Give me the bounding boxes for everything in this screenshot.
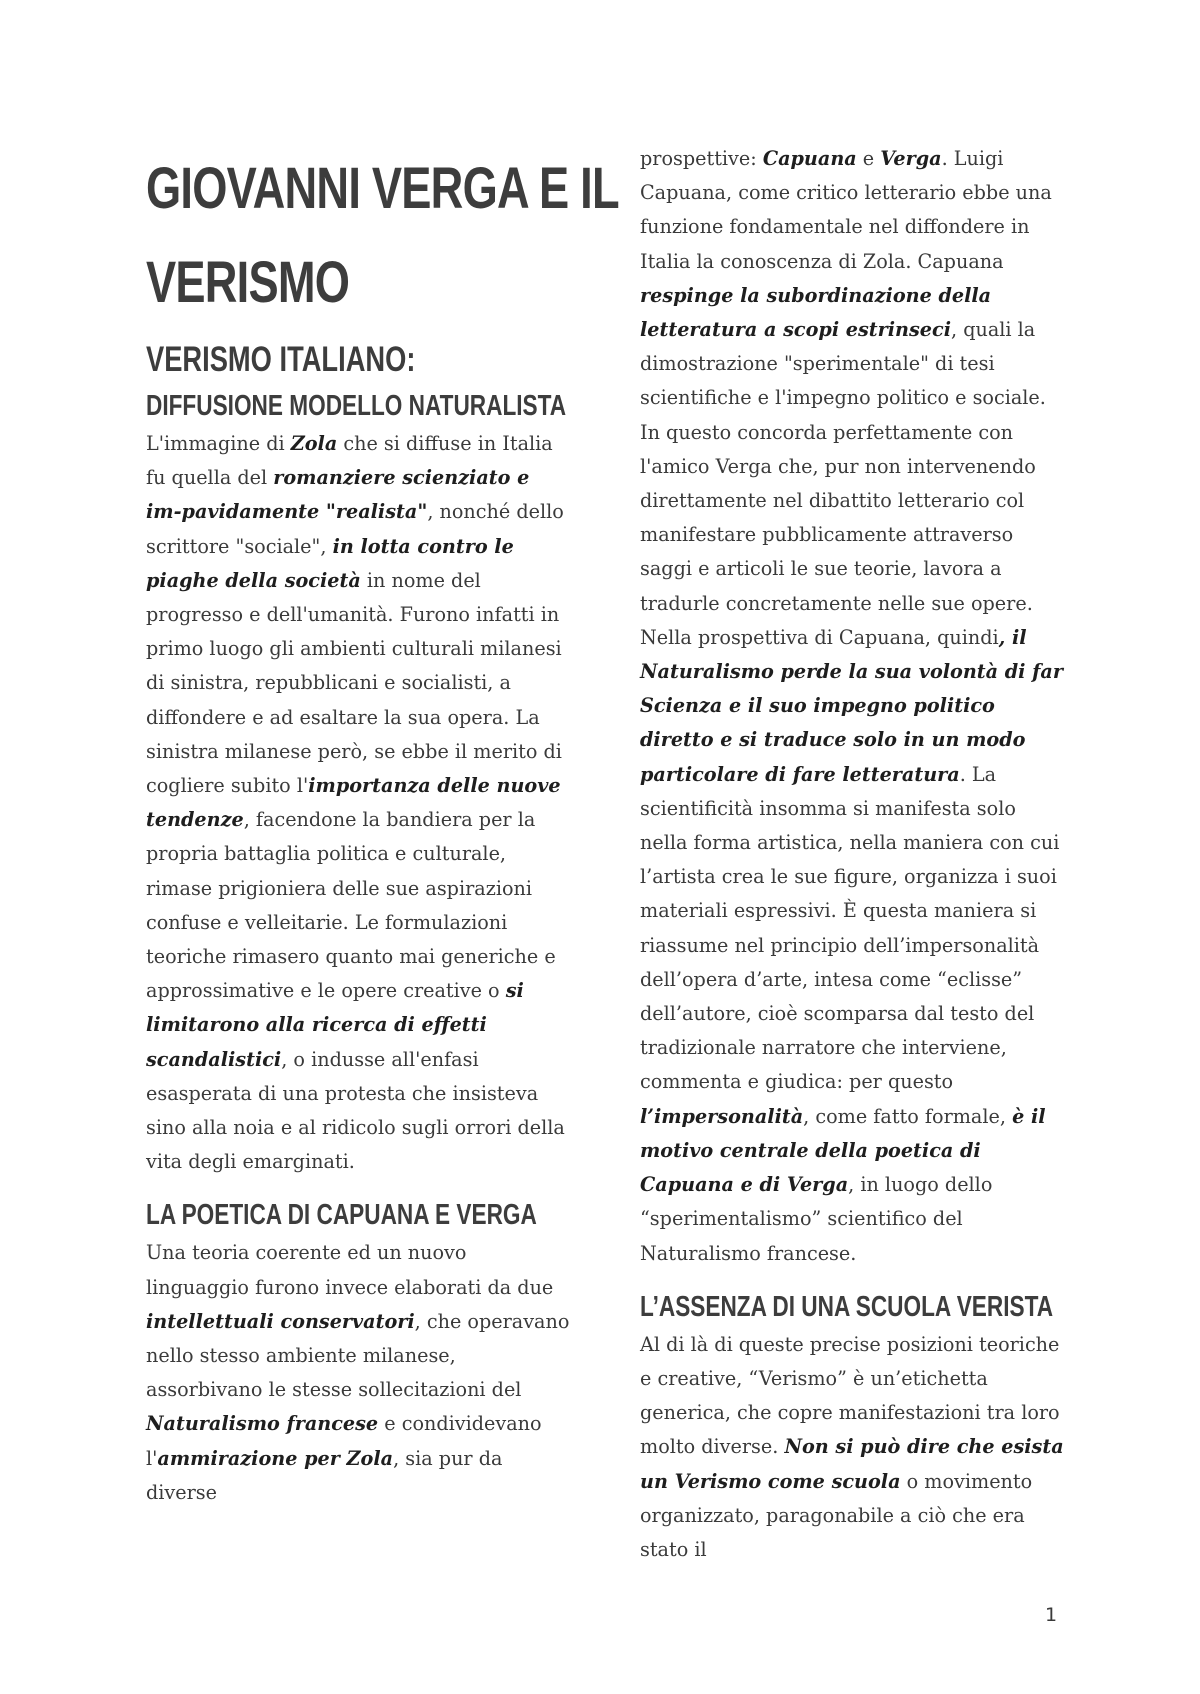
emphasis-romanziere: romanziere scienziato e im-pavidamente "realista" bbox=[146, 466, 530, 524]
emphasis-scandalistici: si limitarono alla ricerca di effetti scandalistici bbox=[146, 979, 524, 1071]
emphasis-lotta: in lotta contro le piaghe della società bbox=[146, 534, 514, 592]
emphasis-importanza: importanza delle nuove tendenze bbox=[146, 774, 561, 832]
title-line-1: GIOVANNI VERGA E IL bbox=[146, 156, 619, 221]
emphasis-motivo-centrale: è il motivo centrale della poetica di Capuana e di Verga bbox=[640, 1104, 1046, 1197]
emphasis-non-si-puo: Non si può dire che esista un Verismo come scuola bbox=[640, 1435, 1064, 1493]
paragraph-diffusione: L'immagine di Zola che si diffuse in Italia fu quella del romanziere scienziato e im-pavidamente "realista", nonché dello scrittore "sociale", in lotta contro le piaghe della società in nome del progresso e dell'umanità. Furono infatti in primo luogo gli ambienti culturali milanesi di sinistra, repubblicani e socialisti, a diffondere e ad esaltare la sua opera. La sinistra milanese però, se ebbe il merito di cogliere subito l'importanza delle nuove tendenze, facendone la bandiera per la propria battaglia politica e culturale, rimase prigioniera delle sue aspirazioni confuse e velleitarie. Le formulazioni teoriche rimasero quanto mai generiche e approssimative e le opere creative o si limitarono alla ricerca di effetti scandalistici, o indusse all'enfasi esasperata di una protesta che insisteva sino alla noia e al ridicolo sugli orrori della vita degli emarginati. bbox=[146, 432, 565, 1174]
emphasis-zola: Zola bbox=[290, 432, 338, 455]
section-heading-assenza-scuola: L’ASSENZA DI UNA SCUOLA VERISTA bbox=[640, 1290, 1054, 1323]
emphasis-capuana: Capuana bbox=[762, 147, 857, 170]
right-column bbox=[640, 142, 1065, 1567]
emphasis-naturalismo: Naturalismo francese bbox=[146, 1412, 379, 1436]
emphasis-subordinazione: respinge la subordinazione della letteratura a scopi estrinseci bbox=[640, 283, 992, 342]
page-number: 1 bbox=[1045, 1604, 1058, 1626]
emphasis-impersonalita: l’impersonalità bbox=[640, 1104, 804, 1128]
paragraph-prospettive: prospettive: Capuana e Verga. Luigi Capuana, come critico letterario ebbe una funzione fondamentale nel diffondere in Italia la conoscenza di Zola. Capuana respinge la subordinazione della letteratura a scopi estrinseci, quali la dimostrazione "sperimentale" di tesi scientifiche e l'impegno politico e sociale. In questo concorda perfettamente con l'amico Verga che, pur non intervenendo direttamente nel dibattito letterario col manifestare pubblicamente attraverso saggi e articoli le sue teorie, lavora a tradurle concretamente nelle sue opere. Nella prospettiva di Capuana, quindi, il Naturalismo perde la sua volontà di far Scienza e il suo impegno politico diretto e si traduce solo in un modo particolare di fare letteratura. La scientificità insomma si manifesta solo nella forma artistica, nella maniera con cui l’artista crea le sue figure, organizza i suoi materiali espressivi. È questa maniera si riassume nel principio dell’impersonalità dell’opera d’arte, intesa come “eclisse” dell’autore, cioè scomparsa dal testo del tradizionale narratore che interviene, commenta e giudica: per questo l’impersonalità, come fatto formale, è il motivo centrale della poetica di Capuana e di Verga, in luogo dello “sperimentalismo” scientifico del Naturalismo francese. bbox=[640, 147, 1063, 1265]
title-line-2: VERISMO bbox=[146, 250, 350, 315]
emphasis-intellettuali: intellettuali conservatori bbox=[146, 1309, 415, 1333]
left-column bbox=[146, 142, 619, 1510]
paragraph-poetica: Una teoria coerente ed un nuovo linguaggio furono invece elaborati da due intellettuali conservatori, che operavano nello stesso ambiente milanese, assorbivano le stesse sollecitazioni del Naturalismo francese e condividevano l'ammirazione per Zola, sia pur da diverse bbox=[146, 1241, 570, 1504]
section-heading-verismo-italiano: VERISMO ITALIANO: bbox=[146, 340, 416, 379]
subheading-diffusione: DIFFUSIONE MODELLO NATURALISTA bbox=[146, 390, 567, 422]
paragraph-assenza-scuola: Al di là di queste precise posizioni teoriche e creative, “Verismo” è un’etichetta generica, che copre manifestazioni tra loro molto diverse. Non si può dire che esista un Verismo come scuola o movimento organizzato, paragonabile a ciò che era stato il bbox=[640, 1332, 1064, 1561]
emphasis-verga: Verga bbox=[880, 147, 942, 170]
document-title bbox=[146, 142, 619, 330]
section-heading-poetica: LA POETICA DI CAPUANA E VERGA bbox=[146, 1199, 537, 1232]
emphasis-ammirazione: ammirazione per Zola bbox=[157, 1446, 394, 1470]
emphasis-naturalismo-perde: , il Naturalismo perde la sua volontà di far Scienza e il suo impegno politico diretto e si traduce solo in un modo particolare di fare letteratura bbox=[640, 625, 1063, 786]
